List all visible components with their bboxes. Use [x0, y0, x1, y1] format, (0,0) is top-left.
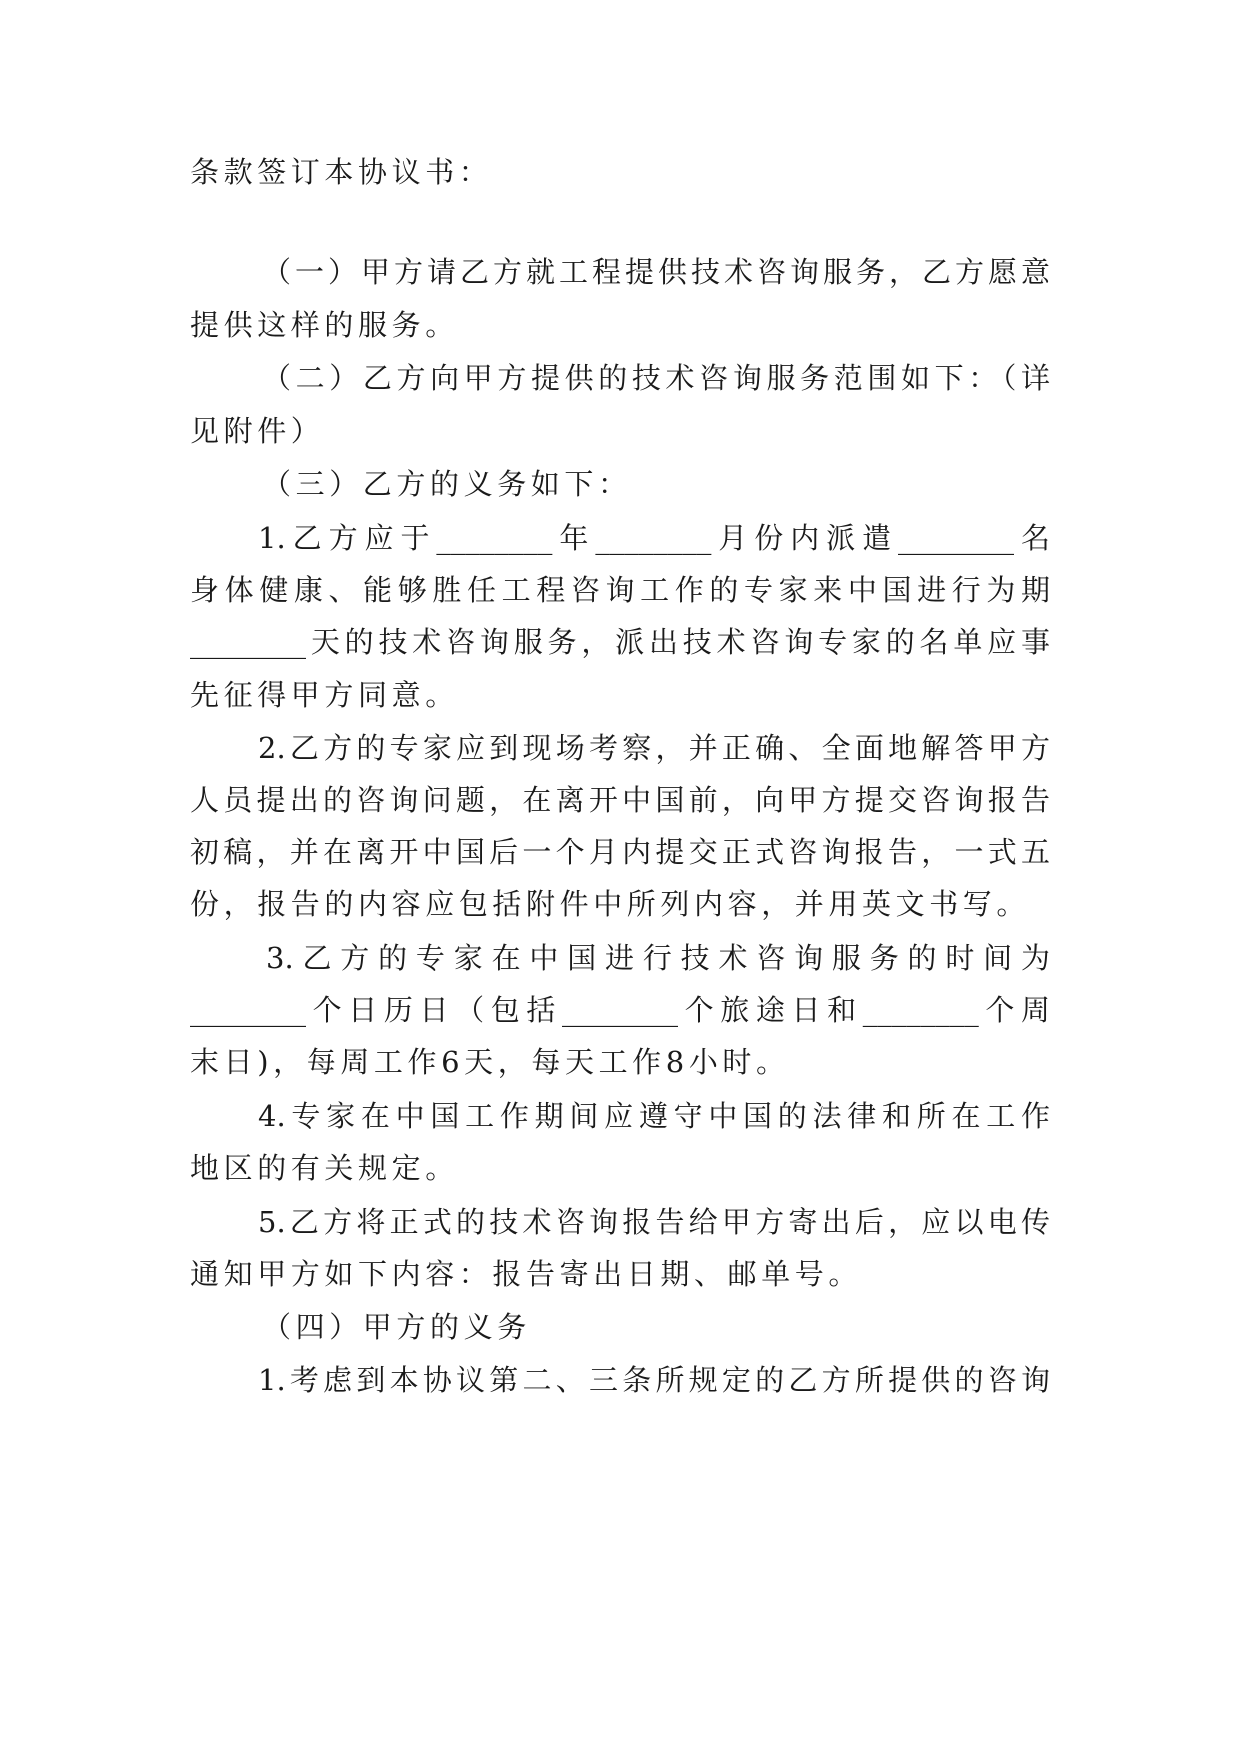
text-line: 1.考虑到本协议第二、三条所规定的乙方所提供的咨询 [258, 1363, 1050, 1397]
text-line: 2.乙方的专家应到现场考察，并正确、全面地解答甲方 [258, 731, 1050, 765]
text-line: 人员提出的咨询问题，在离开中国前，向甲方提交咨询报告 [190, 783, 1050, 817]
text-line: 身体健康、能够胜任工程咨询工作的专家来中国进行为期 [190, 573, 1050, 607]
text-line: ________个日历日（包括________个旅途日和________个周 [190, 993, 1050, 1027]
text-line: 1.乙方应于________年________月份内派遣________名 [258, 521, 1050, 555]
text-line: 地区的有关规定。 [190, 1151, 459, 1185]
text-line: 通知甲方如下内容：报告寄出日期、邮单号。 [190, 1257, 863, 1291]
text-line: （一）甲方请乙方就工程提供技术咨询服务，乙方愿意 [262, 255, 1050, 289]
text-line: （三）乙方的义务如下： [262, 467, 632, 501]
text-line: 条款签订本协议书： [190, 155, 493, 189]
text-line: （四）甲方的义务 [262, 1310, 531, 1344]
text-line: 初稿，并在离开中国后一个月内提交正式咨询报告，一式五 [190, 835, 1050, 869]
text-line: 份，报告的内容应包括附件中所列内容，并用英文书写。 [190, 887, 1031, 921]
text-line: 先征得甲方同意。 [190, 678, 459, 712]
text-line: ________天的技术咨询服务，派出技术咨询专家的名单应事 [190, 625, 1050, 659]
text-line: 3.乙方的专家在中国进行技术咨询服务的时间为 [266, 941, 1050, 975]
text-line: 末日)，每周工作6天，每天工作8小时。 [190, 1045, 790, 1079]
text-line: 提供这样的服务。 [190, 308, 459, 342]
text-line: （二）乙方向甲方提供的技术咨询服务范围如下：（详 [262, 361, 1050, 395]
text-line: 见附件） [190, 414, 325, 448]
text-line: 4.专家在中国工作期间应遵守中国的法律和所在工作 [258, 1099, 1050, 1133]
text-line: 5.乙方将正式的技术咨询报告给甲方寄出后，应以电传 [258, 1205, 1050, 1239]
